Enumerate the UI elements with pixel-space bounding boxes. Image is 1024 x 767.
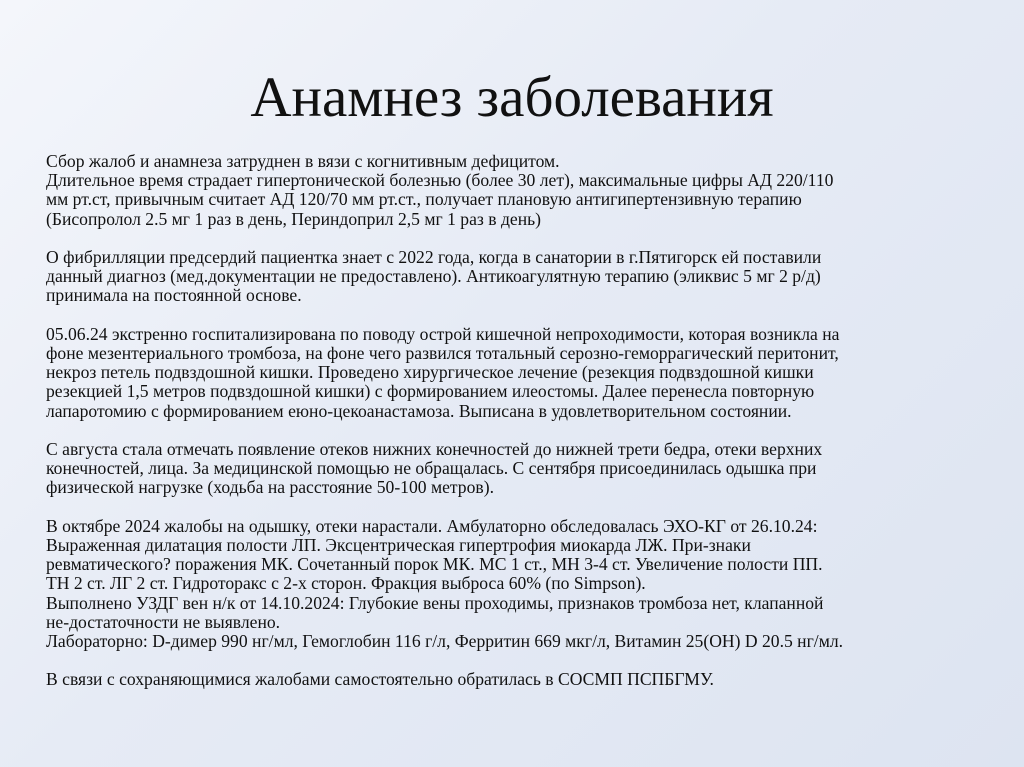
- text-line: Сбор жалоб и анамнеза затруднен в вязи с когнитивным дефицитом.: [46, 151, 560, 171]
- text-line: ТН 2 ст. ЛГ 2 ст. Гидроторакс с 2-х сторон. Фракция выброса 60% (по Simpson).: [46, 573, 646, 594]
- text-line: В связи с сохраняющимися жалобами самостоятельно обратилась в СОСМП ПСПБГМУ.: [46, 669, 714, 690]
- text-line: О фибрилляции предсердий пациентка знает с 2022 года, когда в санатории в г.Пятигорск ей поставили: [46, 247, 822, 267]
- paragraph-atrial-fibrillation: [46, 248, 986, 306]
- slide-body: [46, 152, 986, 709]
- text-line: некроз петель подвздошной кишки. Проведено хирургическое лечение (резекция подвздошной кишки: [46, 362, 814, 383]
- text-line: Выполнено УЗДГ вен н/к от 14.10.2024: Глубокие вены проходимы, признаков тромбоза нет, клапанной: [46, 592, 824, 613]
- text-line: 05.06.24 экстренно госпитализирована по поводу острой кишечной непроходимости, которая возникла на: [46, 323, 840, 344]
- text-line: конечностей, лица. За медицинской помощью не обращалась. С сентября присоединилась одышка при: [46, 458, 817, 479]
- paragraph-complaints: [46, 152, 986, 229]
- text-line: данный диагноз (мед.документации не предоставлено). Антикоагулятную терапию (эликвис 5 мг 2 р/д): [46, 266, 821, 287]
- text-line: (Бисопролол 2.5 мг 1 раз в день, Периндоприл 2,5 мг 1 раз в день): [46, 208, 542, 229]
- text-line: Лабораторно: D-димер 990 нг/мл, Гемоглобин 116 г/л, Ферритин 669 мкг/л, Витамин 25(OH) D 20.5 нг/мл.: [46, 631, 844, 652]
- text-line: Выраженная дилатация полости ЛП. Эксцентрическая гипертрофия миокарда ЛЖ. При-знаки: [46, 535, 751, 555]
- text-line: Длительное время страдает гипертонической болезнью (более 30 лет), максимальные цифры АД 220/110: [46, 170, 834, 191]
- text-line: лапаротомию с формированием еюно-цекоанастамоза. Выписана в удовлетворительном состоянии.: [46, 400, 792, 421]
- text-line: мм рт.ст, привычным считает АД 120/70 мм рт.ст., получает плановую антигипертензивную терапию: [46, 189, 802, 210]
- paragraph-hospitalization: [46, 325, 986, 421]
- text-line: резекцией 1,5 метров подвздошной кишки) с формированием илеостомы. Далее перенесла повторную: [46, 381, 815, 402]
- text-line: фоне мезентериального тромбоза, на фоне чего развился тотальный серозно-геморрагический перитонит,: [46, 343, 839, 363]
- text-line: принимала на постоянной основе.: [46, 285, 302, 306]
- paragraph-october-exam: [46, 517, 986, 651]
- paragraph-admission: [46, 670, 986, 689]
- text-line: В октябре 2024 жалобы на одышку, отеки нарастали. Амбулаторно обследовалась ЭХО-КГ от 26.10.24:: [46, 515, 818, 536]
- text-line: не-достаточности не выявлено.: [46, 611, 281, 632]
- text-line: ревматического? поражения МК. Сочетанный порок МК. МС 1 ст., МН 3-4 ст. Увеличение полости ПП.: [46, 554, 823, 575]
- text-line: физической нагрузке (ходьба на расстояние 50-100 метров).: [46, 477, 494, 498]
- slide-title: Анамнез заболевания: [250, 66, 774, 129]
- text-line: С августа стала отмечать появление отеков нижних конечностей до нижней трети бедра, отеки верхних: [46, 439, 823, 459]
- paragraph-edema: [46, 440, 986, 498]
